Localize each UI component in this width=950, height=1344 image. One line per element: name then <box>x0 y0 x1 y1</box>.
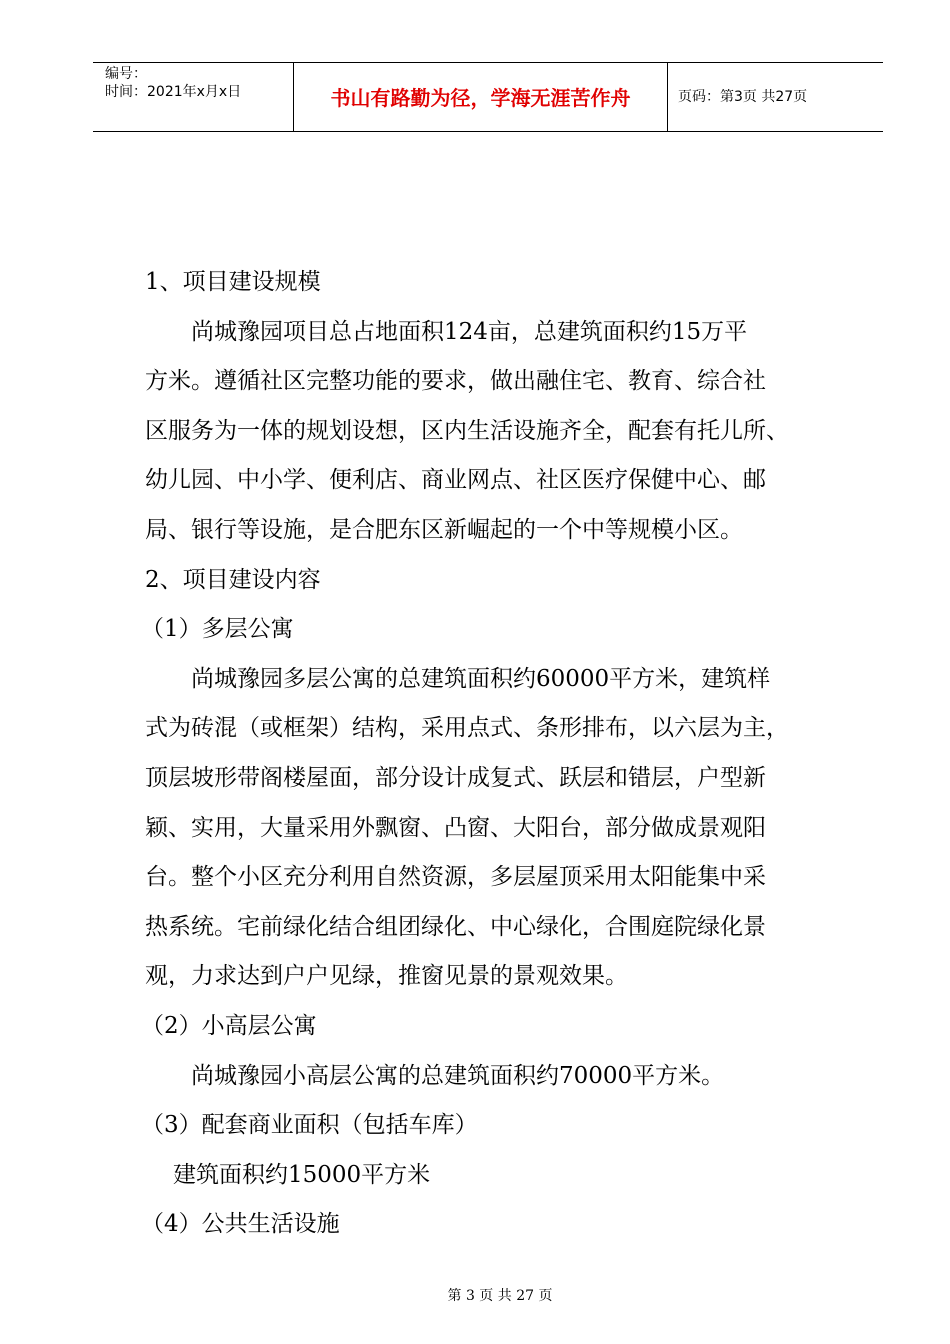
paragraph-line: 尚城豫园小高层公寓的总建筑面积约70000平方米。 <box>191 1062 725 1089</box>
section-heading-content: 2、项目建设内容 <box>145 566 321 593</box>
header-page-cell <box>668 63 883 131</box>
section-heading-scale: 1、项目建设规模 <box>145 269 321 295</box>
paragraph-line: 区服务为一体的规划设想，区内生活设施齐全，配套有托儿所、 <box>145 417 789 444</box>
paragraph-line: 顶层坡形带阁楼屋面，部分设计成复式、跃层和错层，户型新 <box>145 764 766 791</box>
subsection-heading: （3）配套商业面积（包括车库） <box>141 1112 478 1139</box>
document-body <box>141 258 845 1250</box>
paragraph-line: 式为砖混（或框架）结构，采用点式、条形排布，以六层为主， <box>145 715 789 742</box>
header-page-info: 页码：第3页 共27页 <box>678 89 808 105</box>
paragraph-line: 尚城豫园多层公寓的总建筑面积约60000平方米，建筑样 <box>191 665 771 692</box>
page-footer: 第 3 页 共 27 页 <box>447 1288 553 1304</box>
subsection-heading: （4）公共生活设施 <box>141 1211 340 1238</box>
header-motto-cell <box>294 63 668 131</box>
header-motto: 书山有路勤为径，学海无涯苦作舟 <box>330 86 631 110</box>
paragraph-line: 台。整个小区充分利用自然资源，多层屋顶采用太阳能集中采 <box>145 864 766 891</box>
paragraph-line: 颖、实用，大量采用外飘窗、凸窗、大阳台，部分做成景观阳 <box>145 814 766 841</box>
document-time-label: 时间：2021年x月x日 <box>105 84 242 100</box>
subsection-heading: （2）小高层公寓 <box>141 1012 317 1039</box>
subsection-heading: （1）多层公寓 <box>141 616 294 643</box>
paragraph-line: 局、银行等设施，是合肥东区新崛起的一个中等规模小区。 <box>145 516 743 543</box>
paragraph-line: 尚城豫园项目总占地面积124亩，总建筑面积约15万平 <box>191 318 748 345</box>
paragraph-line: 热系统。宅前绿化结合组团绿化、中心绿化，合围庭院绿化景 <box>145 913 766 940</box>
paragraph-line: 方米。遵循社区完整功能的要求，做出融住宅、教育、综合社 <box>145 368 766 395</box>
page-header <box>93 62 883 132</box>
paragraph-line: 建筑面积约15000平方米 <box>173 1161 431 1188</box>
paragraph-line: 幼儿园、中小学、便利店、商业网点、社区医疗保健中心、邮 <box>145 467 766 494</box>
header-meta-cell <box>93 63 294 131</box>
document-number-label: 编号： <box>105 66 147 82</box>
paragraph-line: 观，力求达到户户见绿，推窗见景的景观效果。 <box>145 963 628 990</box>
